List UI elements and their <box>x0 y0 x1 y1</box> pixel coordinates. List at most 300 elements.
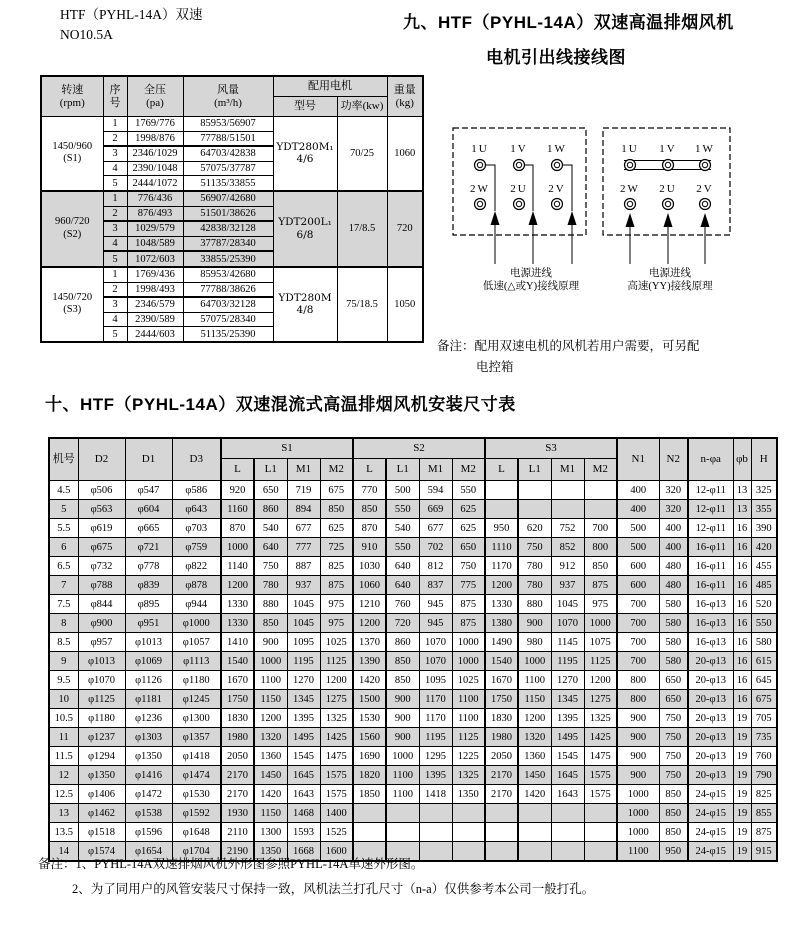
dim-cell <box>386 823 419 842</box>
dim-cell: 780 <box>254 576 287 595</box>
col-n1: N1 <box>617 438 659 481</box>
dim-cell: 1670 <box>485 671 518 690</box>
col-seq: 序 号 <box>103 76 127 117</box>
dim-cell: 24-φ15 <box>688 842 733 862</box>
dim-cell: 12 <box>49 766 78 785</box>
dim-cell: 420 <box>751 538 777 557</box>
dim-cell: φ1654 <box>125 842 172 862</box>
arrow-up-icon <box>626 213 635 227</box>
dim-cell: 915 <box>751 842 777 862</box>
dim-cell: 13 <box>733 481 751 500</box>
dim-cell: 1145 <box>551 633 584 652</box>
speed-cell: 960/720 (S2) <box>41 191 103 267</box>
sub-col: L1 <box>254 459 287 481</box>
dim-cell: 600 <box>617 557 659 576</box>
dim-cell: 720 <box>386 614 419 633</box>
terminal-label: 2V <box>548 183 566 195</box>
dim-cell <box>419 804 452 823</box>
dim-cell: 975 <box>320 595 353 614</box>
high-speed-caption: 高速(YY)接线原理 <box>627 281 713 292</box>
arrow-up-icon <box>568 211 577 225</box>
flow-cell: 33855/25390 <box>183 251 273 267</box>
doc-number: NO10.5A <box>60 26 113 42</box>
pressure-cell: 776/436 <box>127 191 183 206</box>
dim-cell: 1390 <box>353 652 386 671</box>
dim-cell: 1045 <box>287 595 320 614</box>
seq-cell: 2 <box>103 282 127 297</box>
table-row <box>49 595 777 614</box>
dim-cell: 870 <box>353 519 386 538</box>
dim-cell: 485 <box>751 576 777 595</box>
col-motor-group: 配用电机 <box>273 76 387 97</box>
dim-cell: φ1237 <box>78 728 125 747</box>
dim-cell: 480 <box>659 557 688 576</box>
dim-cell: 1820 <box>353 766 386 785</box>
dim-cell: 1100 <box>452 709 485 728</box>
dim-cell: 1140 <box>221 557 254 576</box>
dim-cell: 1980 <box>485 728 518 747</box>
dim-cell: 1000 <box>584 614 617 633</box>
dim-cell: 645 <box>751 671 777 690</box>
flow-cell: 57075/28340 <box>183 312 273 327</box>
dim-cell: 1360 <box>518 747 551 766</box>
dim-cell: 14 <box>49 842 78 862</box>
dim-cell: 16 <box>733 690 751 709</box>
dim-cell: 13 <box>733 500 751 519</box>
col-power: 功率(kw) <box>337 97 387 117</box>
dim-cell: 1575 <box>320 766 353 785</box>
dim-cell: 950 <box>659 842 688 862</box>
dim-cell: 1320 <box>254 728 287 747</box>
dim-cell: 16-φ13 <box>688 595 733 614</box>
dim-cell: 1200 <box>485 576 518 595</box>
section10-title: 十、HTF（PYHL-14A）双速混流式高温排烟风机安装尺寸表 <box>45 395 516 414</box>
pressure-cell: 2346/1029 <box>127 146 183 161</box>
dim-cell: φ1418 <box>172 747 221 766</box>
dim-cell: 12-φ11 <box>688 500 733 519</box>
group-s1: S1 <box>221 438 353 459</box>
col-d1: D1 <box>125 438 172 481</box>
seq-cell: 1 <box>103 191 127 206</box>
dim-cell: φ1472 <box>125 785 172 804</box>
dim-cell: 1670 <box>221 671 254 690</box>
dim-cell: 650 <box>254 481 287 500</box>
dim-cell <box>551 500 584 519</box>
dim-cell: φ1704 <box>172 842 221 862</box>
dim-cell: 1540 <box>221 652 254 671</box>
dim-cell: 1100 <box>254 671 287 690</box>
dim-cell: 880 <box>518 595 551 614</box>
dim-cell: 1420 <box>353 671 386 690</box>
low-speed-caption: 低速(△或Y)接线原理 <box>482 281 580 292</box>
terminal-1w-inner <box>702 162 707 167</box>
dim-cell: 875 <box>320 576 353 595</box>
wiring-diagram-low <box>453 128 586 292</box>
dim-cell: φ1300 <box>172 709 221 728</box>
speed-cell: 1450/960 (S1) <box>41 117 103 191</box>
dim-cell: 1150 <box>518 690 551 709</box>
note-line: 备注：1、PYHL-14A双速排烟风机外形图参照PYHL-14A单速外形图。 <box>38 857 424 871</box>
sub-col: L <box>353 459 386 481</box>
table-row <box>49 633 777 652</box>
dim-cell: 900 <box>254 633 287 652</box>
dim-cell: φ951 <box>125 614 172 633</box>
dim-cell: 1170 <box>485 557 518 576</box>
dim-cell: 1495 <box>287 728 320 747</box>
dim-cell: 1575 <box>584 766 617 785</box>
motor-model-cell: YDT200L₁ 6/8 <box>273 191 337 267</box>
dim-cell: 16 <box>733 652 751 671</box>
dim-cell: 8.5 <box>49 633 78 652</box>
dim-cell: 500 <box>617 519 659 538</box>
dim-cell: φ878 <box>172 576 221 595</box>
dim-cell: 1300 <box>254 823 287 842</box>
doc-model: HTF（PYHL-14A）双速 <box>60 7 203 22</box>
dim-cell: 669 <box>419 500 452 519</box>
terminal-1u-inner <box>477 162 482 167</box>
dim-cell: 1200 <box>221 576 254 595</box>
dim-cell: 700 <box>617 652 659 671</box>
dim-cell: 1425 <box>320 728 353 747</box>
col-weight: 重量 (kg) <box>387 76 423 117</box>
dim-cell: 19 <box>733 842 751 862</box>
dim-cell: φ506 <box>78 481 125 500</box>
table-row <box>49 614 777 633</box>
terminal-2u-inner <box>665 201 670 206</box>
pressure-cell: 1029/579 <box>127 221 183 236</box>
dim-cell: 1545 <box>551 747 584 766</box>
dim-cell: 852 <box>551 538 584 557</box>
section9-note <box>437 336 700 379</box>
dim-cell: φ1126 <box>125 671 172 690</box>
dim-cell: 24-φ15 <box>688 785 733 804</box>
dim-cell: 750 <box>659 728 688 747</box>
dim-cell: 16 <box>733 633 751 652</box>
dim-cell: 1225 <box>452 747 485 766</box>
sub-col: L <box>221 459 254 481</box>
dim-cell: 5.5 <box>49 519 78 538</box>
dim-cell: 900 <box>617 747 659 766</box>
dim-cell: 980 <box>518 633 551 652</box>
dim-cell <box>518 500 551 519</box>
dim-cell: 1210 <box>353 595 386 614</box>
dim-cell: 900 <box>617 766 659 785</box>
group-s3: S3 <box>485 438 617 459</box>
dim-cell: 875 <box>452 595 485 614</box>
dim-cell: 1830 <box>485 709 518 728</box>
dim-cell: 550 <box>386 538 419 557</box>
arrow-up-icon <box>529 211 538 225</box>
dim-cell: 12-φ11 <box>688 481 733 500</box>
col-phi-b: φb <box>733 438 751 481</box>
dim-cell: 20-φ13 <box>688 652 733 671</box>
dim-cell: 1345 <box>287 690 320 709</box>
dim-cell: 400 <box>617 481 659 500</box>
dim-cell: φ822 <box>172 557 221 576</box>
dim-cell: 500 <box>617 538 659 557</box>
dim-cell: 24-φ15 <box>688 804 733 823</box>
dim-cell: 320 <box>659 500 688 519</box>
dim-cell: 5 <box>49 500 78 519</box>
dim-cell: 875 <box>584 576 617 595</box>
flow-cell: 37787/28340 <box>183 236 273 251</box>
pressure-cell: 1769/436 <box>127 267 183 282</box>
speed-cell: 1450/720 (S3) <box>41 267 103 342</box>
dim-cell: φ788 <box>78 576 125 595</box>
dim-cell: 19 <box>733 823 751 842</box>
dim-cell: 894 <box>287 500 320 519</box>
dim-cell: 8 <box>49 614 78 633</box>
note-line: 2、为了同用户的风管安装尺寸保持一致，风机法兰打孔尺寸（n-a）仅供参考本公司一般打孔。 <box>72 882 595 896</box>
dim-cell: 1325 <box>320 709 353 728</box>
dim-cell: 16-φ11 <box>688 538 733 557</box>
dim-cell: 1070 <box>551 614 584 633</box>
dim-cell: 770 <box>353 481 386 500</box>
dim-cell: φ1530 <box>172 785 221 804</box>
dim-cell: 775 <box>452 576 485 595</box>
table-row <box>49 557 777 576</box>
dim-cell: 1450 <box>254 766 287 785</box>
dim-cell: φ1013 <box>125 633 172 652</box>
flow-cell: 51135/25390 <box>183 327 273 342</box>
dim-cell: 1593 <box>287 823 320 842</box>
dim-cell: φ1350 <box>125 747 172 766</box>
dim-cell: 580 <box>659 595 688 614</box>
terminal-label: 1V <box>659 143 677 155</box>
dim-cell: 800 <box>584 538 617 557</box>
dim-cell: 1575 <box>584 785 617 804</box>
dim-cell: 480 <box>659 576 688 595</box>
dim-cell: 700 <box>617 614 659 633</box>
dim-cell: 702 <box>419 538 452 557</box>
pressure-cell: 1769/776 <box>127 117 183 132</box>
dim-cell: 12-φ11 <box>688 519 733 538</box>
dim-cell <box>551 481 584 500</box>
dim-cell: φ1518 <box>78 823 125 842</box>
col-unit: 机号 <box>49 438 78 481</box>
dim-cell: 1000 <box>221 538 254 557</box>
dim-cell: φ675 <box>78 538 125 557</box>
dim-cell: 975 <box>320 614 353 633</box>
dim-cell: 1125 <box>452 728 485 747</box>
dim-cell: 1270 <box>287 671 320 690</box>
dim-cell: 520 <box>751 595 777 614</box>
dim-cell: 1100 <box>386 785 419 804</box>
flow-cell: 77788/38626 <box>183 282 273 297</box>
dim-cell: 910 <box>353 538 386 557</box>
terminal-1v-inner <box>516 162 521 167</box>
note-line: 电控箱 <box>476 360 514 375</box>
terminal-label: 1U <box>621 143 639 155</box>
dim-cell: φ759 <box>172 538 221 557</box>
dim-cell <box>518 823 551 842</box>
dim-cell: 19 <box>733 766 751 785</box>
dim-cell: 920 <box>221 481 254 500</box>
dim-cell: φ1069 <box>125 652 172 671</box>
flow-cell: 51501/38626 <box>183 206 273 221</box>
seq-cell: 1 <box>103 267 127 282</box>
pressure-cell: 1998/493 <box>127 282 183 297</box>
dim-cell: 760 <box>751 747 777 766</box>
dim-cell: 677 <box>419 519 452 538</box>
weight-cell: 1060 <box>387 117 423 191</box>
dim-cell: 1000 <box>617 823 659 842</box>
dim-cell: φ665 <box>125 519 172 538</box>
dim-cell: 620 <box>518 519 551 538</box>
terminal-label: 1U <box>471 143 489 155</box>
dim-cell: 812 <box>419 557 452 576</box>
dim-cell <box>485 823 518 842</box>
dim-cell: 1200 <box>254 709 287 728</box>
dim-cell: 16 <box>733 614 751 633</box>
dim-cell: 780 <box>518 576 551 595</box>
dim-cell: 1468 <box>287 804 320 823</box>
dim-cell: 1150 <box>254 690 287 709</box>
dim-cell: 19 <box>733 785 751 804</box>
dim-cell: 400 <box>617 500 659 519</box>
dim-cell: φ1180 <box>172 671 221 690</box>
seq-cell: 4 <box>103 236 127 251</box>
dim-cell: 1150 <box>254 804 287 823</box>
dim-cell: φ643 <box>172 500 221 519</box>
dim-cell <box>452 804 485 823</box>
dim-cell: 850 <box>584 557 617 576</box>
dim-cell: 1420 <box>518 785 551 804</box>
dim-cell: 400 <box>659 519 688 538</box>
seq-cell: 3 <box>103 221 127 236</box>
dim-cell: 650 <box>452 538 485 557</box>
arrow-up-icon <box>664 213 673 227</box>
dim-cell: 1200 <box>518 709 551 728</box>
dim-cell: φ1406 <box>78 785 125 804</box>
wiring-diagram-high <box>603 128 730 292</box>
dim-cell <box>353 823 386 842</box>
pressure-cell: 2390/1048 <box>127 161 183 176</box>
dim-cell: 640 <box>254 538 287 557</box>
dim-cell: 700 <box>584 519 617 538</box>
dim-cell: 1395 <box>419 766 452 785</box>
table-row <box>49 728 777 747</box>
table-row <box>49 709 777 728</box>
flow-cell: 57075/37787 <box>183 161 273 176</box>
dim-cell: 650 <box>659 690 688 709</box>
dim-cell <box>584 500 617 519</box>
dim-cell: 705 <box>751 709 777 728</box>
sub-col: L <box>485 459 518 481</box>
dim-cell: 750 <box>452 557 485 576</box>
dim-cell: 16 <box>733 595 751 614</box>
terminal-1v-inner <box>665 162 670 167</box>
performance-table <box>40 75 424 343</box>
seq-cell: 5 <box>103 176 127 191</box>
seq-cell: 5 <box>103 327 127 342</box>
dim-cell: φ1462 <box>78 804 125 823</box>
doc-header <box>60 5 203 44</box>
dim-cell: 1750 <box>221 690 254 709</box>
dim-cell: 16 <box>733 557 751 576</box>
dim-cell: 850 <box>659 804 688 823</box>
dim-cell: 13 <box>49 804 78 823</box>
dim-cell: 1030 <box>353 557 386 576</box>
dim-cell: 11 <box>49 728 78 747</box>
dim-cell: 1125 <box>320 652 353 671</box>
dim-cell <box>353 804 386 823</box>
terminal-2v-inner <box>702 201 707 206</box>
dim-cell: 1645 <box>551 766 584 785</box>
flow-cell: 64703/42838 <box>183 146 273 161</box>
dim-cell: 1330 <box>485 595 518 614</box>
weight-cell: 720 <box>387 191 423 267</box>
dim-cell: 945 <box>419 595 452 614</box>
wiring-diagram <box>447 124 787 296</box>
dim-cell: 580 <box>751 633 777 652</box>
dim-cell: 1000 <box>386 747 419 766</box>
dim-cell <box>485 804 518 823</box>
dim-cell: 7.5 <box>49 595 78 614</box>
dim-cell: 580 <box>659 614 688 633</box>
terminal-2w-inner <box>477 201 482 206</box>
dim-cell: 1270 <box>551 671 584 690</box>
terminal-label: 2U <box>510 183 528 195</box>
dim-cell <box>551 804 584 823</box>
dim-cell: 20-φ13 <box>688 728 733 747</box>
dim-cell: 1395 <box>287 709 320 728</box>
dim-cell: 1060 <box>353 576 386 595</box>
dim-cell: 540 <box>254 519 287 538</box>
dim-cell: 390 <box>751 519 777 538</box>
perf-table-body <box>41 117 423 342</box>
flow-cell: 64703/32128 <box>183 297 273 312</box>
dim-cell: 750 <box>254 557 287 576</box>
dim-cell: 19 <box>733 747 751 766</box>
dim-cell: φ1648 <box>172 823 221 842</box>
dimension-table <box>48 437 778 862</box>
dim-cell: 675 <box>320 481 353 500</box>
dim-cell: 550 <box>751 614 777 633</box>
table-row <box>49 519 777 538</box>
sub-col: L1 <box>518 459 551 481</box>
dim-cell: 735 <box>751 728 777 747</box>
dim-cell: 19 <box>733 728 751 747</box>
dim-cell: 1490 <box>485 633 518 652</box>
dim-cell: φ1113 <box>172 652 221 671</box>
dim-cell: 1000 <box>617 804 659 823</box>
dim-cell: 900 <box>386 690 419 709</box>
dim-cell: 1275 <box>584 690 617 709</box>
dim-cell: φ1180 <box>78 709 125 728</box>
dim-cell: 825 <box>751 785 777 804</box>
dim-cell: 1000 <box>254 652 287 671</box>
dim-cell: 1540 <box>485 652 518 671</box>
table-row <box>49 481 777 500</box>
table-row <box>49 538 777 557</box>
dim-cell: 1200 <box>584 671 617 690</box>
dim-cell: 800 <box>617 671 659 690</box>
dim-cell: 625 <box>320 519 353 538</box>
col-d3: D3 <box>172 438 221 481</box>
dim-cell: 594 <box>419 481 452 500</box>
dim-cell: 615 <box>751 652 777 671</box>
dim-cell: 719 <box>287 481 320 500</box>
table-row <box>49 823 777 842</box>
dim-cell: 1025 <box>320 633 353 652</box>
dim-cell: 912 <box>551 557 584 576</box>
dim-cell: 1360 <box>254 747 287 766</box>
dim-cell: φ844 <box>78 595 125 614</box>
sub-col: M2 <box>320 459 353 481</box>
dim-cell: 13.5 <box>49 823 78 842</box>
dim-cell: 550 <box>452 481 485 500</box>
